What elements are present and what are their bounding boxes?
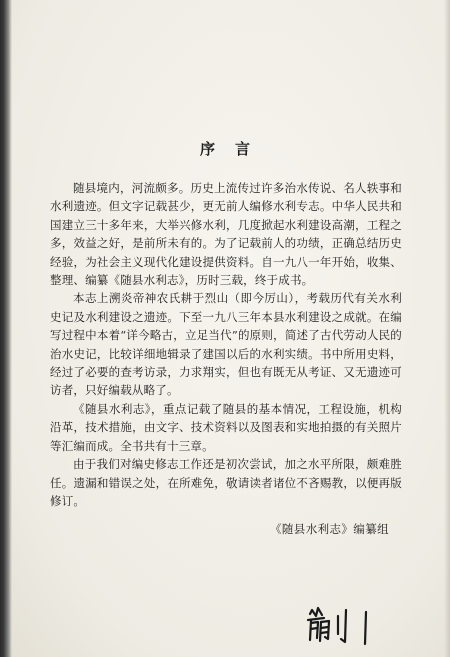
- preface-body: [50, 179, 402, 510]
- compilation-group-signature: 《随县水利志》编纂组: [270, 522, 389, 536]
- paragraph-3: 《随县水利志》，重点记载了随县的基本情况，工程设施，机构沿革，技术措施，由文字、技术资料以及图表和实地拍摄的有关照片等汇编而成。全书共有十三章。: [50, 401, 402, 453]
- handwritten-annotation: [302, 602, 382, 647]
- paragraph-4: 由于我们对编史修志工作还是初次尝试，加之水平所限，颇难胜任。遗漏和错误之处，在所难免，敬请读者诸位不吝赐教，以便再版修订。: [50, 457, 402, 508]
- page-edge: [444, 0, 450, 657]
- paragraph-1: 随县境内，河流颇多。历史上流传过许多治水传说、名人轶事和水利遗迹。但文字记载甚少，更无前人编修水利专志。中华人民共和国建立三十多年来，大举兴修水利，几度掀起水利建设高潮，工程之多，效益之好，是前所未有的。为了记载前人的功绩，正确总结历史经验，为社会主义现代化建设提供资料。自一九八一年开始，收集、整理、编纂《随县水利志》，历时三载，终于成书。: [50, 181, 402, 288]
- book-binding-shadow: [0, 0, 12, 657]
- preface-title: 序言: [199, 140, 270, 158]
- paragraph-2: 本志上溯炎帝神农氏耕于烈山（即今厉山），考载历代有关水利史记及水利建设之遗迹。下至一九八三年本县水利建设之成就。在编写过程中本着“详今略古，立足当代”的原则，简述了古代劳动人民的治水史记，比较详细地辑录了建国以后的水利实绩。书中所用史料，经过了必要的查考访录，力求翔实，但也有既无从考证、又无遗迹可访者，只好编载从略了。: [50, 291, 402, 398]
